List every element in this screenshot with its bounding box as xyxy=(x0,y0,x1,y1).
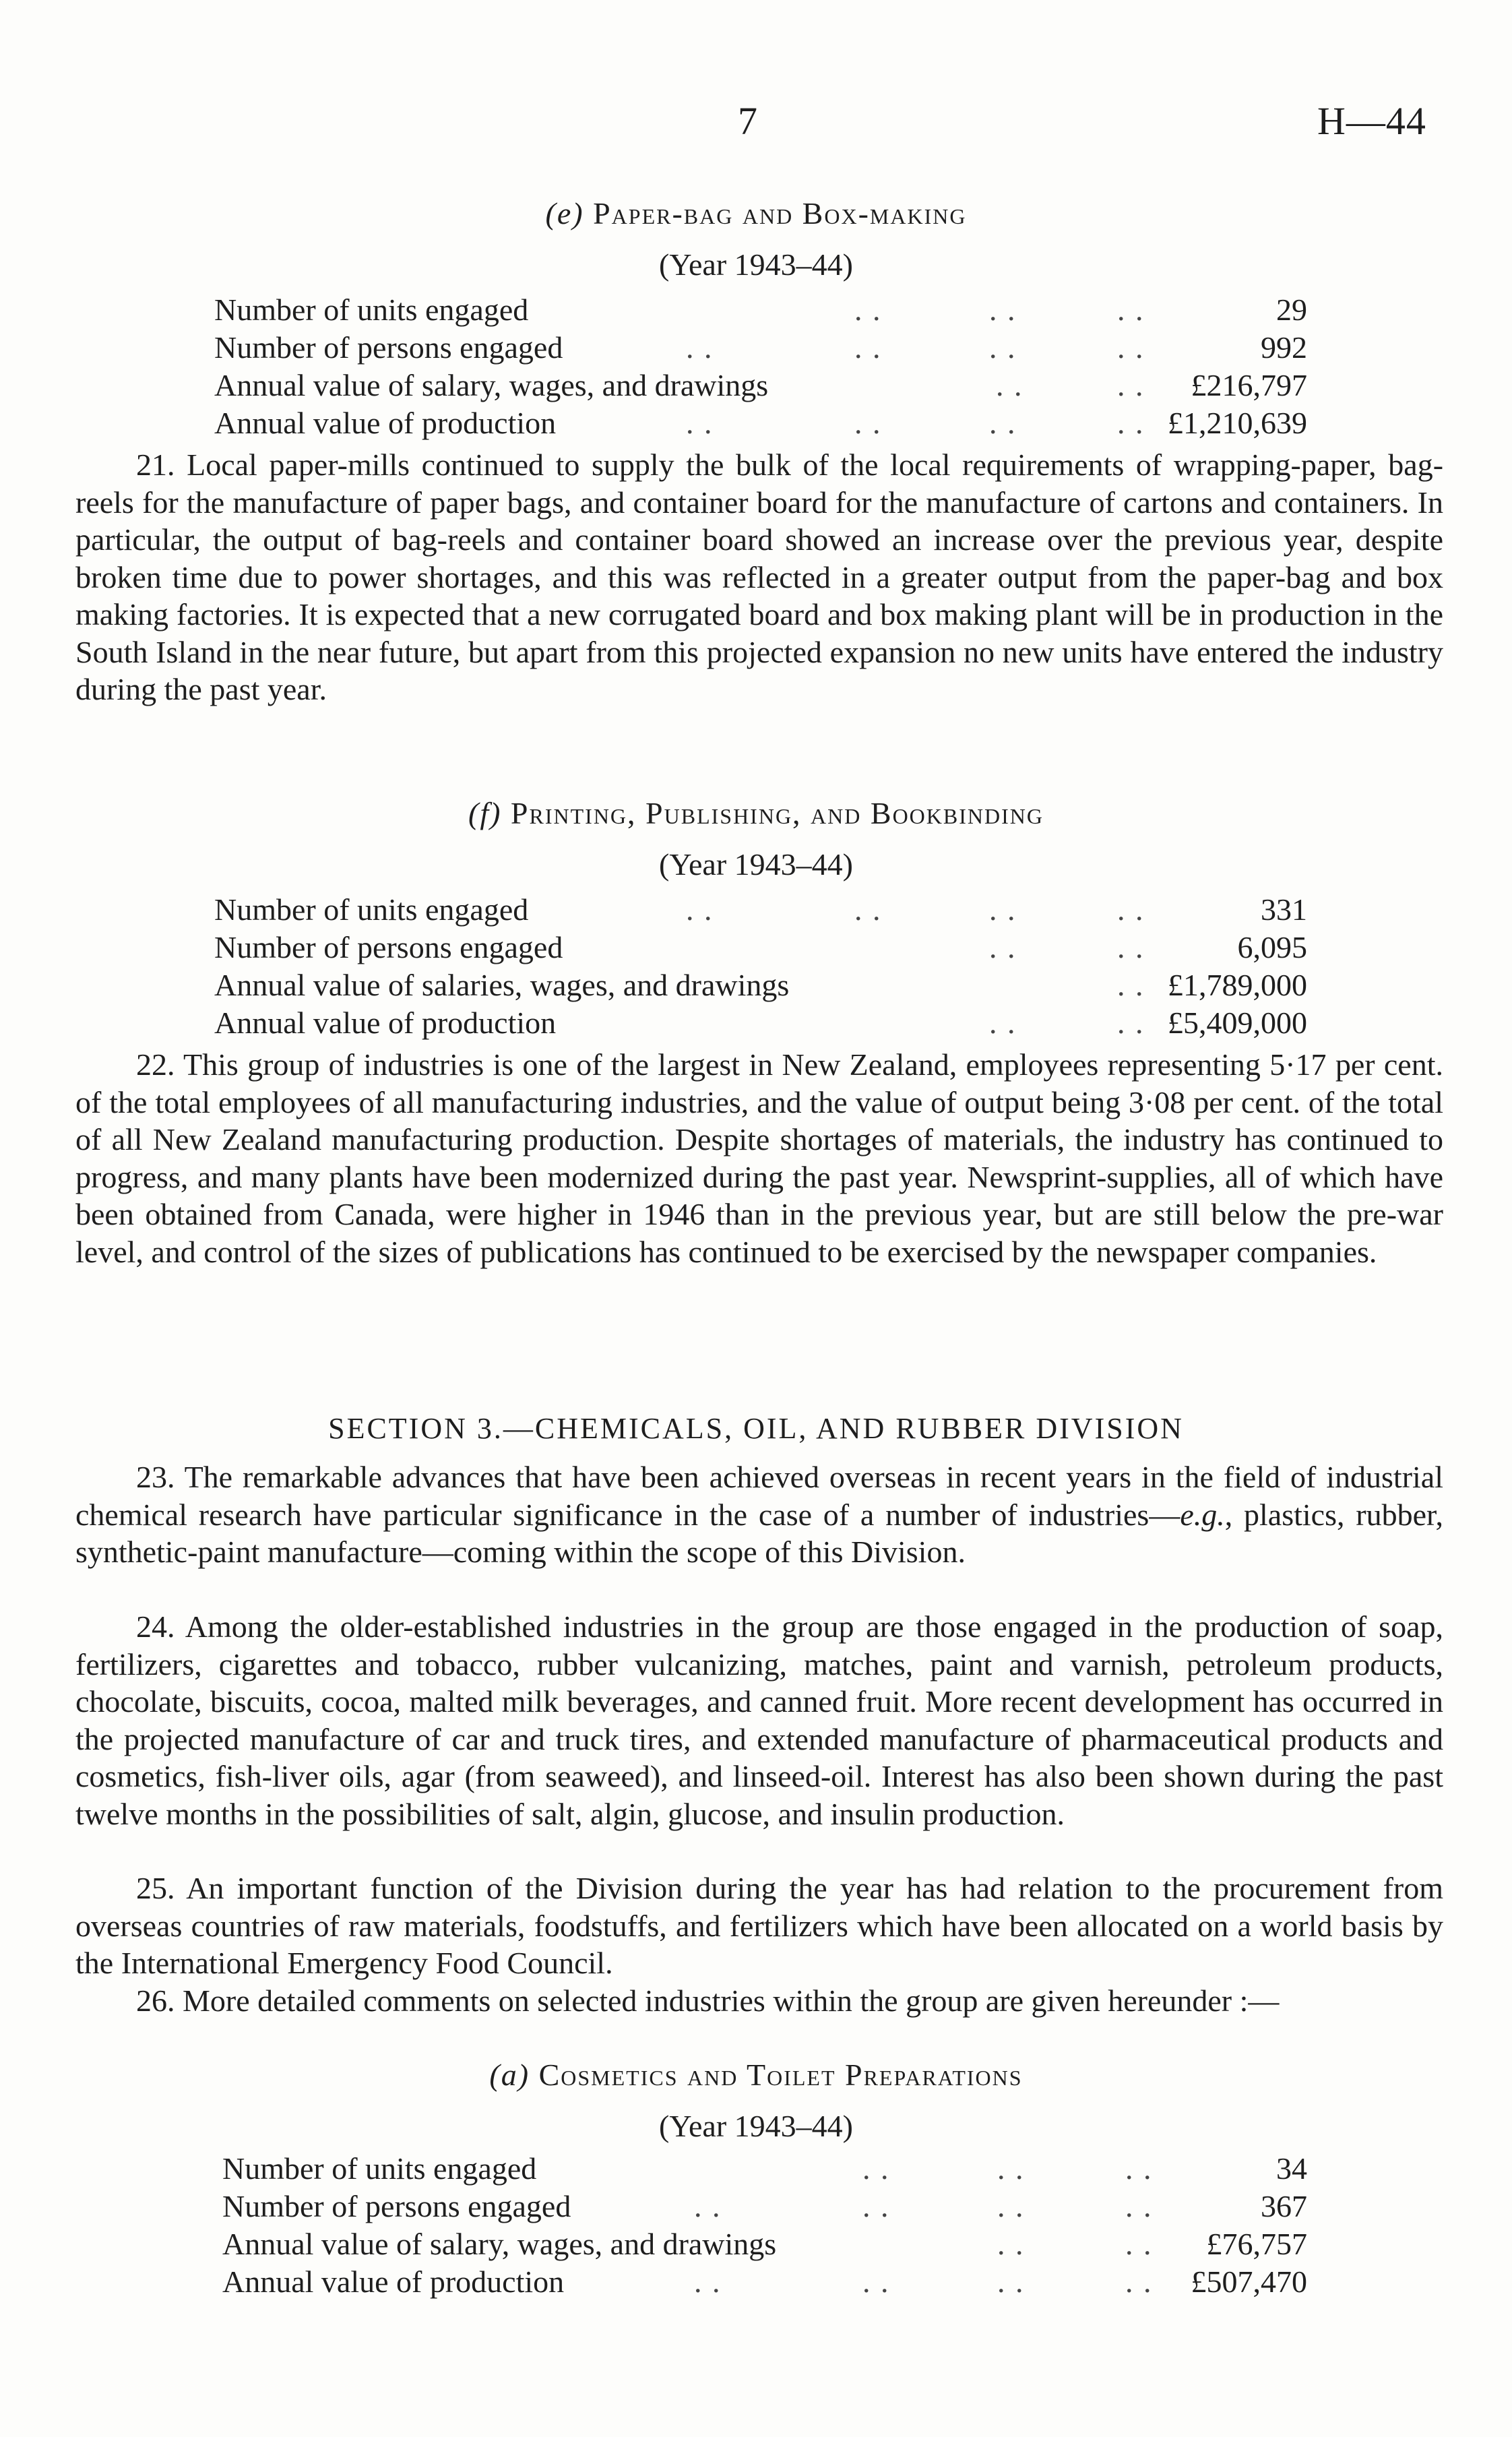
paragraph-text: An important function of the Division during the year has had relation to the procurement from overseas countries of raw materials, foodstuffs, and fertilizers which have been allocated on a world basis by the International Emergency Food Council. xyxy=(75,1871,1443,1980)
paragraph-21 xyxy=(75,446,1443,708)
stat-value: £1,789,000 xyxy=(1168,968,1307,1002)
stat-label: Annual value of salary, wages, and drawings xyxy=(214,368,769,402)
stat-label: Number of units engaged xyxy=(214,292,529,327)
section-a-title: Cosmetics and Toilet Preparations xyxy=(538,2058,1023,2092)
stat-row: Annual value of production . . . . £5,409,000 xyxy=(214,1004,1307,1042)
paragraph-text: The remarkable advances that have been achieved overseas in recent years in the field of industrial chemical research have particular significance in the case of a number of industries— xyxy=(75,1460,1444,1532)
section-e-year: (Year 1943–44) xyxy=(659,247,853,282)
stat-label: Annual value of production xyxy=(214,1006,557,1040)
section-a-year: (Year 1943–44) xyxy=(659,2109,853,2143)
paragraph-text-continued: , plastics, rubber, synthetic-paint manufacture—coming within the scope of this Division. xyxy=(75,1497,1443,1569)
stat-value: £76,757 xyxy=(1206,2227,1307,2261)
section-f-stats xyxy=(214,891,1307,1042)
paragraph-italic: e.g. xyxy=(1180,1497,1225,1532)
section-e-stats xyxy=(214,291,1307,442)
paragraph-number: 25. xyxy=(136,1871,175,1905)
stat-row: Annual value of salary, wages, and drawings . . . . £216,797 xyxy=(214,367,1307,404)
stat-value: £5,409,000 xyxy=(1168,1006,1307,1040)
stat-value: 992 xyxy=(1261,330,1307,365)
stat-label: Annual value of production xyxy=(222,2264,565,2299)
stat-value: 34 xyxy=(1276,2151,1307,2186)
section-3-title: SECTION 3.—CHEMICALS, OIL, AND RUBBER DIVISION xyxy=(328,1412,1184,1445)
stat-label: Number of units engaged xyxy=(214,892,529,927)
stat-value: 367 xyxy=(1261,2189,1307,2223)
paragraph-25 xyxy=(75,1870,1443,1982)
stat-value: £507,470 xyxy=(1191,2264,1307,2299)
stat-value: 29 xyxy=(1276,292,1307,327)
stat-row: Annual value of production . . . . . . . . £507,470 xyxy=(222,2263,1307,2301)
paragraph-22 xyxy=(75,1046,1443,1270)
paragraph-number: 22. xyxy=(136,1047,175,1082)
stat-row: Number of units engaged . . . . . . 29 xyxy=(214,291,1307,329)
paragraph-number: 24. xyxy=(136,1609,175,1644)
stat-label: Annual value of salary, wages, and drawings xyxy=(222,2227,777,2261)
section-f-label: (f) xyxy=(468,796,502,830)
stat-label: Annual value of production xyxy=(214,406,557,440)
paragraph-26 xyxy=(75,1982,1443,2020)
section-f-heading xyxy=(0,795,1512,831)
section-f-year: (Year 1943–44) xyxy=(659,847,853,882)
paragraph-number: 21. xyxy=(136,448,175,482)
paragraph-24 xyxy=(75,1608,1443,1832)
paragraph-text: More detailed comments on selected industries within the group are given hereunder :— xyxy=(183,1983,1280,2018)
document-reference: H—44 xyxy=(1317,99,1426,143)
section-e-label: (e) xyxy=(545,196,584,230)
section-a-heading xyxy=(0,2057,1512,2093)
stat-row: Number of persons engaged . . . . 6,095 xyxy=(214,929,1307,966)
page-number: 7 xyxy=(738,99,757,143)
stat-label: Number of units engaged xyxy=(222,2151,537,2186)
stat-value: 6,095 xyxy=(1237,930,1307,964)
stat-value: £216,797 xyxy=(1191,368,1307,402)
section-a-label: (a) xyxy=(489,2058,530,2092)
stat-value: £1,210,639 xyxy=(1168,406,1307,440)
stat-label: Number of persons engaged xyxy=(214,930,563,964)
paragraph-23 xyxy=(75,1458,1443,1571)
paragraph-number: 26. xyxy=(136,1983,175,2018)
stat-row: Annual value of salary, wages, and drawings . . . . £76,757 xyxy=(222,2225,1307,2263)
stat-label: Annual value of salaries, wages, and drawings xyxy=(214,968,790,1002)
stat-row: Annual value of production . . . . . . . . £1,210,639 xyxy=(214,404,1307,442)
stat-row: Number of persons engaged . . . . . . . . 992 xyxy=(214,329,1307,367)
stat-row: Annual value of salaries, wages, and drawings . . £1,789,000 xyxy=(214,966,1307,1004)
section-f-title: Printing, Publishing, and Bookbinding xyxy=(510,796,1044,830)
stat-label: Number of persons engaged xyxy=(214,330,563,365)
paragraph-number: 23. xyxy=(136,1460,175,1494)
paragraph-text: Among the older-established industries in the group are those engaged in the production of soap, fertilizers, cigarettes and tobacco, rubber vulcanizing, matches, paint and varnish, petroleum products, chocolate, biscuits, cocoa, malted milk beverages, and canned fruit. More recent development has occurred in the projected manufacture of car and truck tires, and extended manufacture of pharmaceutical products and cosmetics, fish-liver oils, agar (from seaweed), and linseed-oil. Interest has also been shown during the past twelve months in the possibilities of salt, algin, glucose, and insulin production. xyxy=(75,1609,1443,1831)
stat-label: Number of persons engaged xyxy=(222,2189,571,2223)
section-e-heading xyxy=(0,195,1512,231)
stat-value: 331 xyxy=(1261,892,1307,927)
section-a-stats xyxy=(222,2150,1307,2301)
stat-row: Number of persons engaged . . . . . . . . 367 xyxy=(222,2188,1307,2225)
section-e-title: Paper-bag and Box-making xyxy=(593,196,967,230)
stat-row: Number of units engaged . . . . . . . . 331 xyxy=(214,891,1307,929)
stat-row: Number of units engaged . . . . . . 34 xyxy=(222,2150,1307,2188)
paragraph-text: Local paper-mills continued to supply the bulk of the local requirements of wrapping-paper, bag-reels for the manufacture of paper bags, and container board for the manufacture of cartons and containers. In particular, the output of bag-reels and container board showed an increase over the previous year, despite broken time due to power shortages, and this was reflected in a greater output from the paper-bag and box making factories. It is expected that a new corrugated board and box making plant will be in production in the South Island in the near future, but apart from this projected expansion no new units have entered the industry during the past year. xyxy=(75,448,1444,706)
paragraph-text: This group of industries is one of the largest in New Zealand, employees representing 5·17 per cent. of the total employees of all manufacturing industries, and the value of output being 3·08 per cent. of the total of all New Zealand manufacturing production. Despite shortages of materials, the industry has continued to progress, and many plants have been modernized during the past year. Newsprint-supplies, all of which have been obtained from Canada, were higher in 1946 than in the previous year, but are still below the pre-war level, and control of the sizes of publications has continued to be exercised by the newspaper companies. xyxy=(75,1047,1443,1269)
